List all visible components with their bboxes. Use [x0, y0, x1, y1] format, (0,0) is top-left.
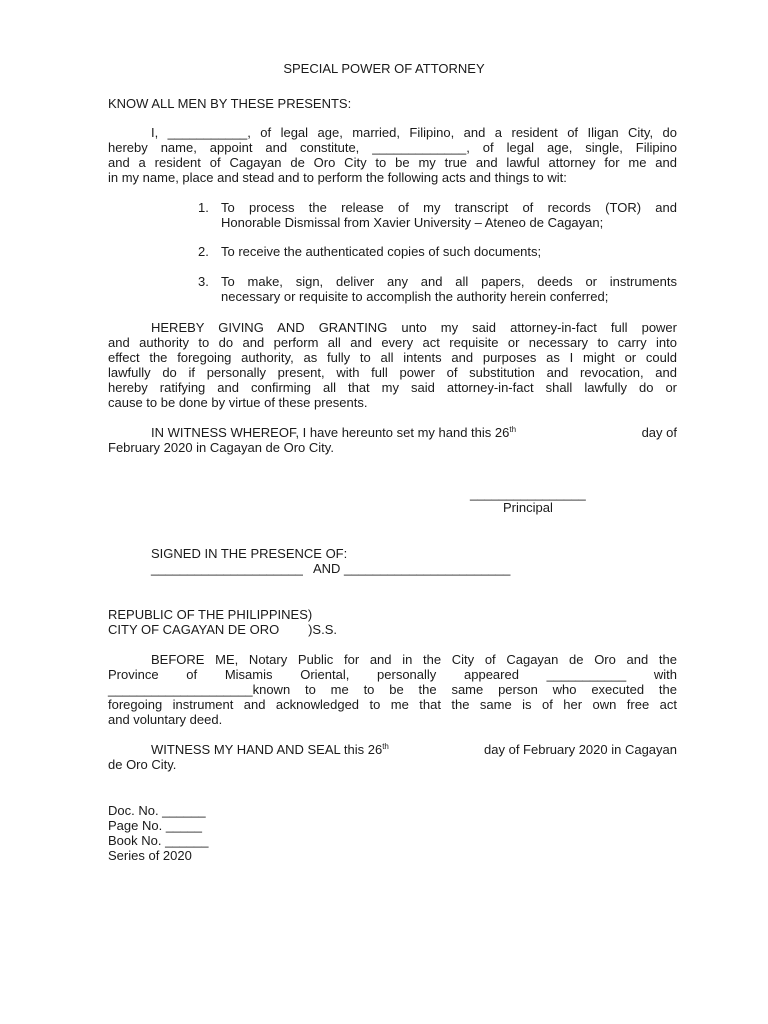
intro-line: I, ___________, of legal age, married, Filipino, and a resident of Iligan City, do [151, 125, 677, 140]
granting-line: cause to be done by virtue of these presents. [108, 395, 368, 410]
granting-line: HEREBY GIVING AND GRANTING unto my said attorney-in-fact full power [151, 320, 677, 335]
notary-line: foregoing instrument and acknowledged to me that the same is of her own free act [108, 697, 677, 712]
act-line: Honorable Dismissal from Xavier University – Ateneo de Cagayan; [221, 215, 604, 230]
series-year: Series of 2020 [108, 848, 192, 863]
signed-presence-label: SIGNED IN THE PRESENCE OF: [151, 546, 348, 561]
principal-label: Principal [503, 500, 553, 515]
act-line: necessary or requisite to accomplish the authority herein conferred; [221, 289, 609, 304]
principal-signature-line: ________________ [470, 486, 586, 501]
notary-line: Province of Misamis Oriental, personally appeared ___________ with [108, 667, 677, 682]
act-number: 1. [198, 200, 209, 215]
act-line: To make, sign, deliver any and all papers, deeds or instruments [221, 274, 677, 289]
act-number: 3. [198, 274, 209, 289]
ordinal-suffix: th [382, 742, 389, 751]
witness-line [151, 425, 677, 440]
seal-line [151, 742, 677, 757]
intro-line: hereby name, appoint and constitute, _____________, of legal age, single, Filipino [108, 140, 677, 155]
granting-line: lawfully do if personally present, with full power of substitution and revocation, and [108, 365, 677, 380]
book-number: Book No. ______ [108, 833, 209, 848]
intro-line: and a resident of Cagayan de Oro City to be my true and lawful attorney for me and [108, 155, 677, 170]
act-line: To receive the authenticated copies of such documents; [221, 244, 542, 259]
witness-text: IN WITNESS WHEREOF, I have hereunto set my hand this 26th [151, 425, 517, 440]
seal-text: WITNESS MY HAND AND SEAL this 26th [151, 742, 389, 757]
opening-line: KNOW ALL MEN BY THESE PRESENTS: [108, 96, 352, 111]
seal-line: de Oro City. [108, 757, 177, 772]
doc-number: Doc. No. ______ [108, 803, 206, 818]
witness-line: February 2020 in Cagayan de Oro City. [108, 440, 334, 455]
witness-signature-lines: _____________________ AND _______________________ [151, 561, 511, 576]
venue-city: CITY OF CAGAYAN DE ORO )S.S. [108, 622, 337, 637]
ordinal-suffix: th [509, 425, 517, 434]
notary-line: BEFORE ME, Notary Public for and in the City of Cagayan de Oro and the [151, 652, 677, 667]
granting-line: effect the foregoing authority, as fully to all intents and purposes as I might or could [108, 350, 677, 365]
page-number: Page No. _____ [108, 818, 202, 833]
venue-country: REPUBLIC OF THE PHILIPPINES) [108, 607, 313, 622]
act-number: 2. [198, 244, 209, 259]
document-title: SPECIAL POWER OF ATTORNEY [283, 61, 485, 76]
intro-line: in my name, place and stead and to perform the following acts and things to wit: [108, 170, 567, 185]
granting-line: and authority to do and perform all and every act requisite or necessary to carry into [108, 335, 677, 350]
act-line: To process the release of my transcript of records (TOR) and [221, 200, 677, 215]
seal-text-end: day of February 2020 in Cagayan [480, 742, 677, 757]
notary-line: ____________________known to me to be the same person who executed the [108, 682, 677, 697]
notary-line: and voluntary deed. [108, 712, 223, 727]
witness-text-end: day of [637, 425, 677, 440]
granting-line: hereby ratifying and confirming all that my said attorney-in-fact shall lawfully do or [108, 380, 677, 395]
